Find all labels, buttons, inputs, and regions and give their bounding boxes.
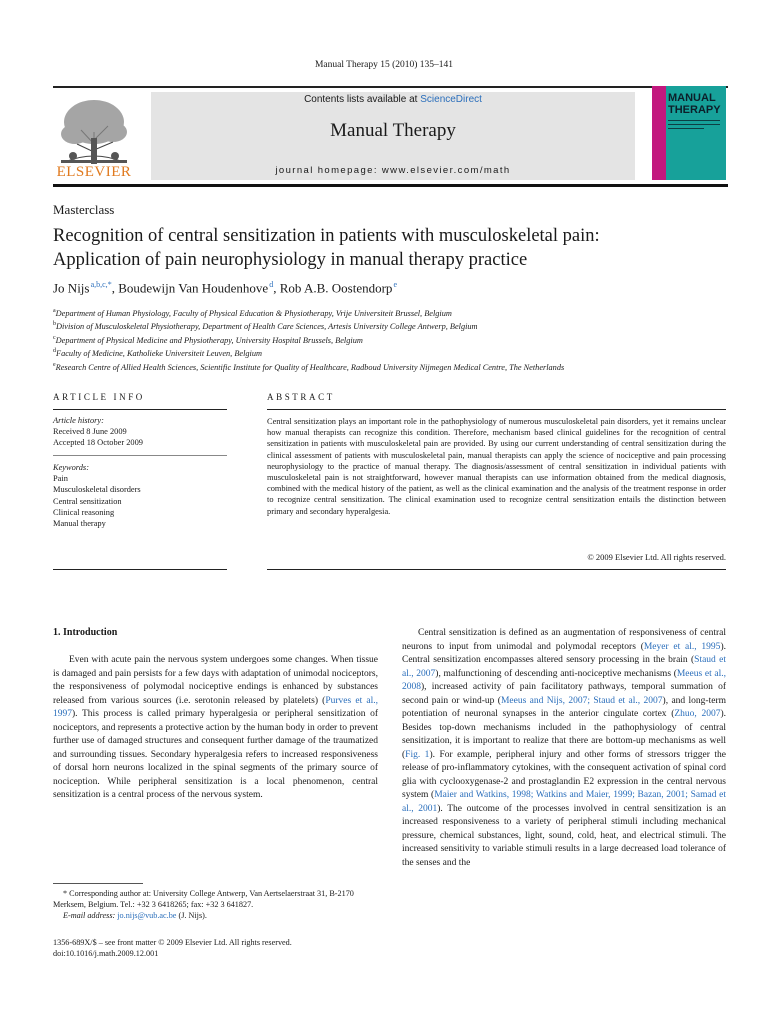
article-title [53,224,733,272]
citation-link[interactable]: Meeus and Nijs, 2007; Staud et al., 2007 [500,695,663,706]
keyword: Clinical reasoning [53,507,115,517]
email-link[interactable]: jo.nijs@vub.ac.be [117,911,177,920]
sciencedirect-link[interactable]: ScienceDirect [420,94,482,105]
journal-name: Manual Therapy [330,120,456,141]
keyword: Pain [53,474,68,484]
cover-title-line2: THERAPY [668,104,721,116]
affiliation: $^c$Department of Physical Medicine and Physiotherapy, University Hospital Brussels, Belgium [53,334,363,345]
cover-rule [668,124,720,125]
issn-line: 1356-689X/$ – see front matter © 2009 Elsevier Ltd. All rights reserved. [53,938,292,947]
cover-title [668,92,724,116]
intro-paragraph-2: Central sensitization is defined as an augmentation of responsiveness of central neurons to input from unimodal and polymodal receptors (Meyer et al., 1995). Central sensitization encompasses altered sensory processing in the brain (Staud et al., 2007), malfunctioning of descending anti-nociceptive mechanisms (Meeus et al., 2008), increased activity of pain facilitatory pathways, temporal summation of second pain or wind-up (Meeus and Nijs, 2007; Staud et al., 2007), and long-term potentiation of neuronal synapses in the anterior cingulate cortex (Zhuo, 2007). Besides top-down mechanisms included in the pathophysiology of central sensitization, it is important to realize that there are bottom-up mechanisms as well (Fig. 1). For example, peripheral injury and other forms of stressors trigger the release of pro-inflammatory cytokines, with the consequent activation of spinal cord glia with cyclooxygenase-2 and prostaglandin E2 expression in the central nervous system (Maier and Watkins, 1998; Watkins and Maier, 1999; Bazan, 2001; Samad et al., 2001). The outcome of the processes involved in central sensitization is an increased responsiveness to a variety of peripheral stimuli including mechanical pressure, chemical substances, light, sound, cold, heat, and electrical stimuli. The increased sensitivity to variable stimuli results in a large decreased load tolerance of the senses and the [402,628,727,868]
cover-title-line1: MANUAL [668,92,716,104]
email-line: E-mail address: jo.nijs@vub.ac.be (J. Nijs). [63,911,207,920]
running-head: Manual Therapy 15 (2010) 135–141 [314,60,454,70]
author-list [53,280,397,296]
affiliation-list [53,306,733,373]
title-line-1: Recognition of central sensitization in patients with musculoskeletal pain: [53,226,600,246]
introduction-heading: 1. Introduction [53,627,118,638]
contents-prefix: Contents lists available at [304,94,421,105]
affiliation: $^e$Research Centre of Allied Health Sciences, Scientific Institute for Quality of Healthcare, Radboud University Nijmegen Medical Centre, The Netherlands [53,361,565,372]
figure-link[interactable]: Fig. 1 [405,749,430,760]
abstract-header: ABSTRACT [267,392,335,402]
front-matter-info [53,937,378,959]
article-info-header: ARTICLE INFO [53,392,145,402]
affiliation-ref[interactable]: a,b,c, [90,280,108,289]
cover-rule [668,120,720,121]
contents-available [151,94,635,105]
cover-rule [668,128,704,129]
cover-band [652,86,666,180]
corresponding-author-ref[interactable]: * [107,280,112,289]
corresponding-author-note: * Corresponding author at: University College Antwerp, Van Aertselaerstraat 31, B-2170 Merksem, Belgium. Tel.: +32 3 6418265; fax: +32 3 641827. [53,889,354,909]
keywords-label: Keywords: [53,463,89,472]
journal-cover-thumbnail[interactable] [652,86,726,180]
affiliation: $^b$Division of Musculoskeletal Physiotherapy, Department of Health Care Sciences, Artesis University College Antwerp, Belgium [53,321,478,332]
article-history [53,415,227,449]
citation-link[interactable]: Staud et al., 2007 [402,655,726,679]
banner-bottom-rule [53,184,728,187]
title-line-2: Application of pain neurophysiology in manual therapy practice [53,250,528,270]
abstract-rule [267,409,726,410]
article-info-bottom-rule [53,569,227,570]
intro-paragraph-1: Even with acute pain the nervous system undergoes some changes. When tissue is damaged and pain persists for a few days with adaptation of unimodal nociceptors, the responsiveness of polymodal nociceptive endings is enhanced by substances released from various sources (i.e. serotonin released by platelets) (Purves et al., 1997). This process is called primary hyperalgesia or peripheral sensitization of nociceptors, and represents a protective action by the human body in order to prevent further use of damaged structures and consequent further damage of the traumatized and surrounding tissues. Secondary hyperalgesia refers to increased responsiveness of dorsal horn neurons localized in the spinal segments of the primary source of nociception. While peripheral sensitization is a local phenomenon, central sensitization is a central process of the nervous system. [53,655,378,800]
affiliation: $^d$Faculty of Medicine, Katholieke Universiteit Leuven, Belgium [53,348,262,359]
abstract-bottom-rule [267,569,726,570]
author-separator: , [111,280,119,296]
banner-top-rule [53,86,728,88]
author-name: Boudewijn Van Houdenhove [118,280,269,296]
keyword: Musculoskeletal disorders [53,485,141,495]
citation-link[interactable]: Purves et al., 1997 [53,695,378,719]
citation-link[interactable]: Zhuo, 2007 [674,709,721,719]
doi-line[interactable]: doi:10.1016/j.math.2009.12.001 [53,949,159,958]
affiliation-ref[interactable]: d [269,280,274,289]
citation-link[interactable]: Meyer et al., 1995 [643,641,721,652]
elsevier-wordmark: ELSEVIER [56,164,132,180]
citation-link[interactable]: Maier and Watkins, 1998; Watkins and Maier, 1999; Bazan, 2001; Samad et al., 2001 [402,790,726,814]
article-info-rule [53,409,227,410]
accepted-date: Accepted 18 October 2009 [53,438,143,448]
author-name: Rob A.B. Oostendorp [279,280,393,296]
section-label: Masterclass [53,202,115,217]
abstract-text: Central sensitization plays an important role in the pathophysiology of numerous musculoskeletal pain disorders, yet it remains unclear how manual therapists can recognize this condition. Therefore, mechanism based clinical guidelines for the recognition of central sensitization in patients with musculoskeletal pain are provided. By using our current understanding of central sensitization during the clinical assessment of patients with musculoskeletal pain, manual therapists can apply the science of nociceptive and pain processing neurophysiology to the practice of manual therapy. The diagnosis/assessment of central sensitization in individual patients with musculoskeletal pain is not straightforward, however manual therapists can use information obtained from the medical diagnosis, combined with the medical history of the patient, as well as the clinical examination and the analysis of the treatment response in order to recognize central sensitization. The clinical examination used to recognize central sensitization entails the distinction between primary and secondary hyperalgesia. [267,417,726,516]
journal-homepage[interactable]: journal homepage: www.elsevier.com/math [275,165,511,176]
keywords-block [53,462,227,529]
keyword: Manual therapy [53,519,106,529]
citation-link[interactable]: Meeus et al., 2008 [402,668,726,692]
author-separator: , [273,280,280,296]
footnote-rule [53,883,143,884]
affiliation-ref[interactable]: e [393,280,398,289]
keyword: Central sensitization [53,496,122,506]
article-info-divider [53,455,227,456]
corresponding-footnote [53,888,378,921]
received-date: Received 8 June 2009 [53,427,127,437]
affiliation: $^a$Department of Human Physiology, Faculty of Physical Education & Physiotherapy, Vrije Universiteit Brussel, Belgium [53,308,452,318]
author-name: Jo Nijs [53,280,90,296]
history-label: Article history: [53,416,104,425]
abstract-copyright: © 2009 Elsevier Ltd. All rights reserved. [587,552,726,562]
